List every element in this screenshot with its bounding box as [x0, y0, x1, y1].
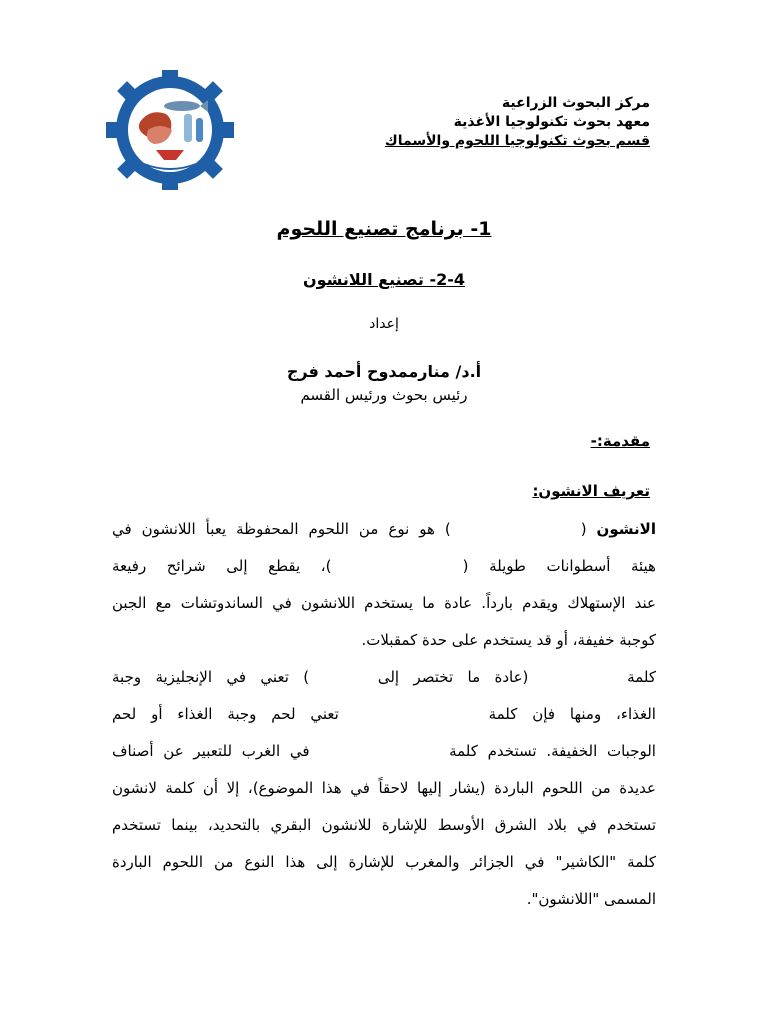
- header-line-department: قسم بحوث تكنولوجيا اللحوم والأسماك: [384, 133, 650, 149]
- section-heading-definition: تعريف الانشون:: [532, 482, 650, 500]
- section-heading-intro: مقدمة:-: [590, 432, 650, 450]
- paragraph-line: الغذاء، ومنها فإن كلمة تعني لحم وجبة الغذاء أو لحم: [112, 705, 656, 723]
- paragraph-line: عند الإستهلاك ويقدم بارداً. عادة ما يستخدم اللانشون في الساندوتشات مع الجبن: [112, 594, 656, 612]
- institute-gear-logo-icon: [100, 70, 240, 190]
- paragraph-line: كلمة "الكاشير" في الجزائر والمغرب للإشارة إلى هذا النوع من اللحوم الباردة: [112, 853, 656, 871]
- author-name: أ.د/ منارممدوح أحمد فرج: [286, 362, 482, 381]
- paragraph-line: الانشون ( ) هو نوع من اللحوم المحفوظة يعبأ اللانشون في: [112, 520, 656, 538]
- paragraph-line: كلمة (عادة ما تختصر إلى ) تعني في الإنجليزية وجبة: [112, 668, 656, 686]
- paragraph-line: عديدة من اللحوم الباردة (يشار إليها لاحقاً في هذا الموضوع)، إلا أن كلمة لانشون: [112, 779, 656, 797]
- paragraph-line: كوجبة خفيفة، أو قد يستخدم على حدة كمقبلات.: [361, 631, 656, 649]
- document-title: 1- برنامج تصنيع اللحوم: [276, 218, 492, 240]
- paragraph-line: الوجبات الخفيفة. تستخدم كلمة في الغرب للتعبير عن أصناف: [112, 742, 656, 760]
- header-line-center: مركز البحوث الزراعية: [501, 95, 650, 111]
- paragraph-line: المسمى "اللانشون".: [526, 890, 656, 908]
- author-role: رئيس بحوث ورئيس القسم: [300, 386, 468, 404]
- paragraph-line: تستخدم في بلاد الشرق الأوسط للإشارة للانشون البقري بالتحديد، بينما تستخدم: [112, 816, 656, 834]
- prepared-by-label: إعداد: [369, 316, 399, 332]
- institution-header: [385, 94, 650, 151]
- document-subtitle: 2-4- تصنيع اللانشون: [302, 270, 466, 289]
- paragraph-line: هيئة أسطوانات طويلة ( )، يقطع إلى شرائح رفيعة: [112, 557, 656, 575]
- header-line-institute: معهد بحوث تكنولوجيا الأغذية: [453, 114, 650, 130]
